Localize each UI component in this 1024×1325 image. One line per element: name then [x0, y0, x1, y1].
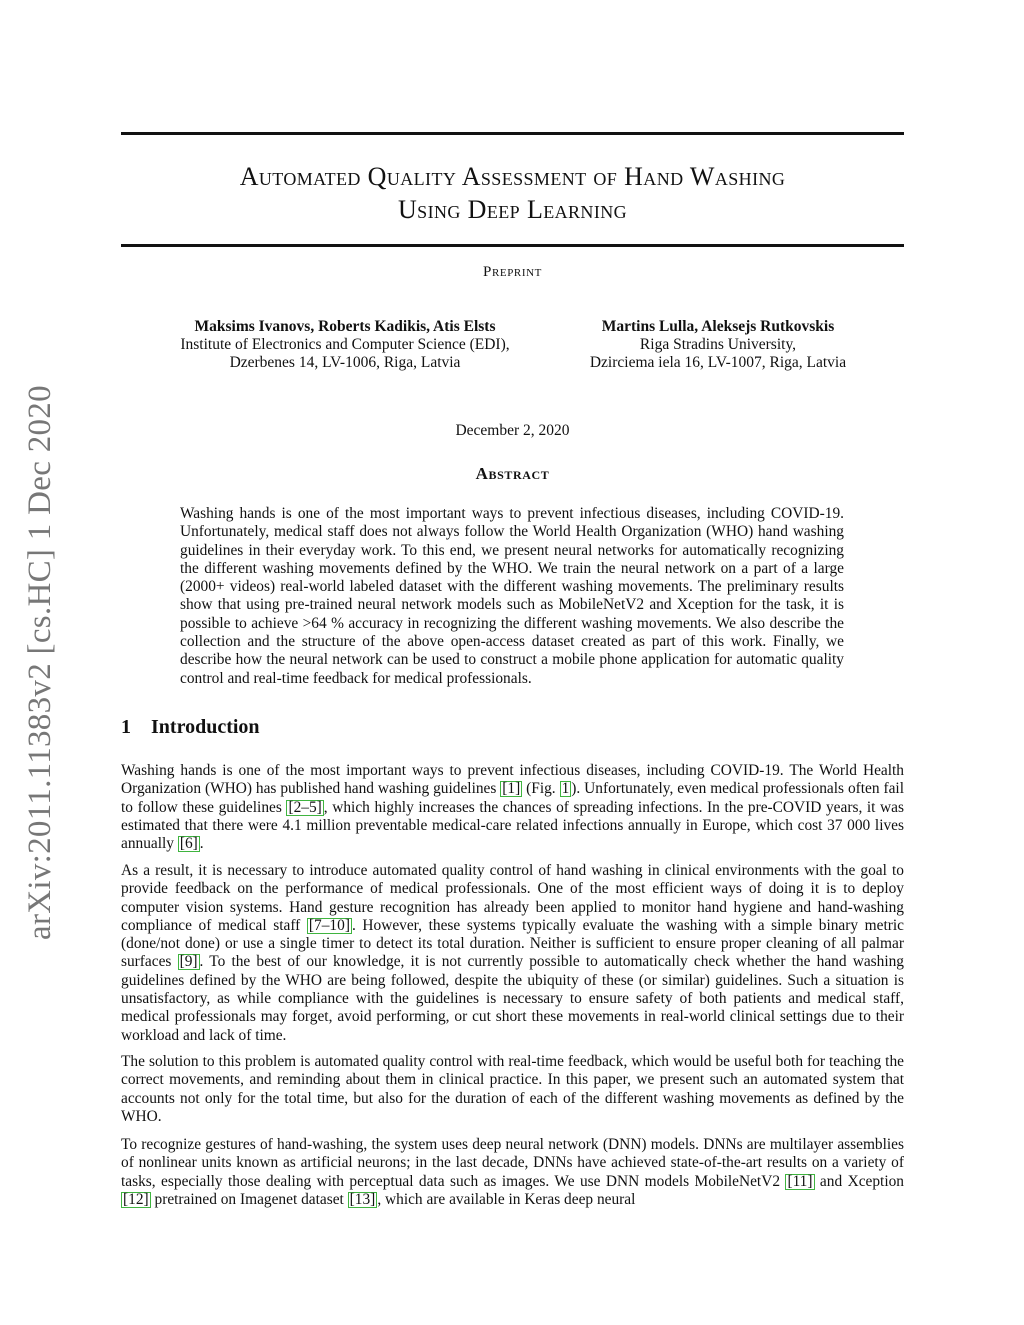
intro-paragraph-4 [121, 1136, 904, 1209]
citation-link[interactable]: [7–10] [308, 916, 350, 934]
citation-link[interactable]: [9] [179, 953, 198, 971]
text-run: and Xception [814, 1172, 904, 1190]
paper-title [121, 160, 904, 226]
citation-link[interactable]: [6] [179, 835, 198, 853]
text-run: , which are available in Keras deep neural [377, 1190, 636, 1208]
text-run: pretrained on Imagenet dataset [150, 1190, 348, 1208]
citation-link[interactable]: [1] [502, 780, 521, 798]
text-run: . [199, 835, 204, 853]
paper-title-line-2: Using Deep Learning [397, 195, 628, 224]
text-run: To recognize gestures of hand-washing, the system uses deep neural network (DNN) models. DNNs are multilayer assemblies of nonlinear units known as artificial neurons; in the last decade, DNNs have achieved state-of-the-art results on a variety of tasks, especially those dealing with perceptual data such as images. We use DNN models MobileNetV2 [121, 1136, 904, 1190]
publication-date: December 2, 2020 [455, 422, 570, 439]
author-block-right [560, 318, 876, 372]
section-number: 1 [121, 716, 131, 738]
author-names-right: Martins Lulla, Aleksejs Rutkovskis [601, 318, 835, 335]
affiliation-right: Riga Stradins University, [639, 336, 797, 353]
title-top-rule [121, 132, 904, 135]
abstract-text: Washing hands is one of the most important ways to prevent infectious diseases, including COVID-19. Unfortunately, medical staff does not always follow the World Health Organization (WHO) hand washing guidelines in their everyday work. To this end, we present neural networks for automatically recognizing the different washing movements defined by the WHO. We train the neural network on a part of a large (2000+ videos) real-world labeled dataset with the different washing movements. The preliminary results show that using pre-trained neural network models such as MobileNetV2 and Xception for the task, it is possible to achieve >64 % accuracy in recognizing the different washing movements. We also describe the collection and the structure of the above open-access dataset created as part of this work. Finally, we describe how the neural network can be used to construct a mobile phone application for automatic quality control and real-time feedback for medical professionals. [180, 505, 844, 687]
abstract-heading: Abstract [475, 464, 550, 483]
author-names-left: Maksims Ivanovs, Roberts Kadikis, Atis Elsts [194, 318, 496, 335]
citation-link[interactable]: [11] [787, 1172, 813, 1190]
text-run: ). Unfortunately, even medical professionals often fail to follow these guidelines [121, 780, 904, 816]
title-bottom-rule [121, 244, 904, 247]
preprint-label: Preprint [483, 264, 542, 280]
citation-link[interactable]: [12] [123, 1190, 149, 1208]
intro-paragraph-1 [121, 762, 904, 853]
section-title: Introduction [151, 716, 260, 738]
figure-link[interactable]: 1 [561, 780, 570, 798]
text-run: As a result, it is necessary to introduce automated quality control of hand washing in clinical environments with the goal to provide feedback on the performance of medical professionals. One of the most efficient ways of doing it is to deploy computer vision systems. Hand gesture recognition has already been applied to monitor hand hygiene and hand-washing compliance of medical staff [121, 862, 904, 934]
citation-link[interactable]: [13] [349, 1190, 376, 1208]
author-block-left [120, 318, 570, 372]
text-run: . However, these systems typically evaluate the washing with a simple binary metric (done/not done) or use a single timer to detect its total duration. Neither is sufficient to ensure proper cleaning of all palmar surfaces [121, 916, 904, 971]
text-run: (Fig. [522, 780, 560, 798]
paper-title-line-1: Automated Quality Assessment of Hand Washing [239, 162, 786, 191]
intro-paragraph-3: The solution to this problem is automated quality control with real-time feedback, which would be useful both for teaching the correct movements, and reminding about them in clinical practice. In this paper, we present such an automated system that accounts not only for the total time, but also for the duration of each of the different washing movements as defined by the WHO. [121, 1053, 904, 1125]
citation-link[interactable]: [2–5] [288, 798, 322, 816]
text-run: Washing hands is one of the most important ways to prevent infectious diseases, including COVID-19. The World Health Organization (WHO) has published hand washing guidelines [121, 762, 904, 798]
text-run: , which highly increases the chances of spreading infections. In the pre-COVID years, it was estimated that there were 4.1 million preventable medical-care related infections annually in Europe, which cost 37 000 lives annually [121, 798, 904, 853]
section-heading [121, 716, 260, 739]
text-run: . To the best of our knowledge, it is not currently possible to automatically check whether the hand washing guidelines defined by the WHO are being followed, despite the ubiquity of these (or similar) guidelines. Such a situation is unsatisfactory, as while compliance with the guidelines is necessary to ensure safety of both patients and medical staff, medical professionals may forget, avoid performing, or cut short these movements in real-world clinical settings due to their workload and lack of time. [121, 953, 904, 1044]
intro-paragraph-2 [121, 862, 904, 1045]
address-left: Dzerbenes 14, LV-1006, Riga, Latvia [229, 354, 461, 371]
affiliation-left: Institute of Electronics and Computer Science (EDI), [180, 336, 510, 353]
address-right: Dzirciema iela 16, LV-1007, Riga, Latvia [589, 354, 847, 371]
arxiv-identifier: arXiv:2011.11383v2 [cs.HC] 1 Dec 2020 [22, 385, 58, 940]
